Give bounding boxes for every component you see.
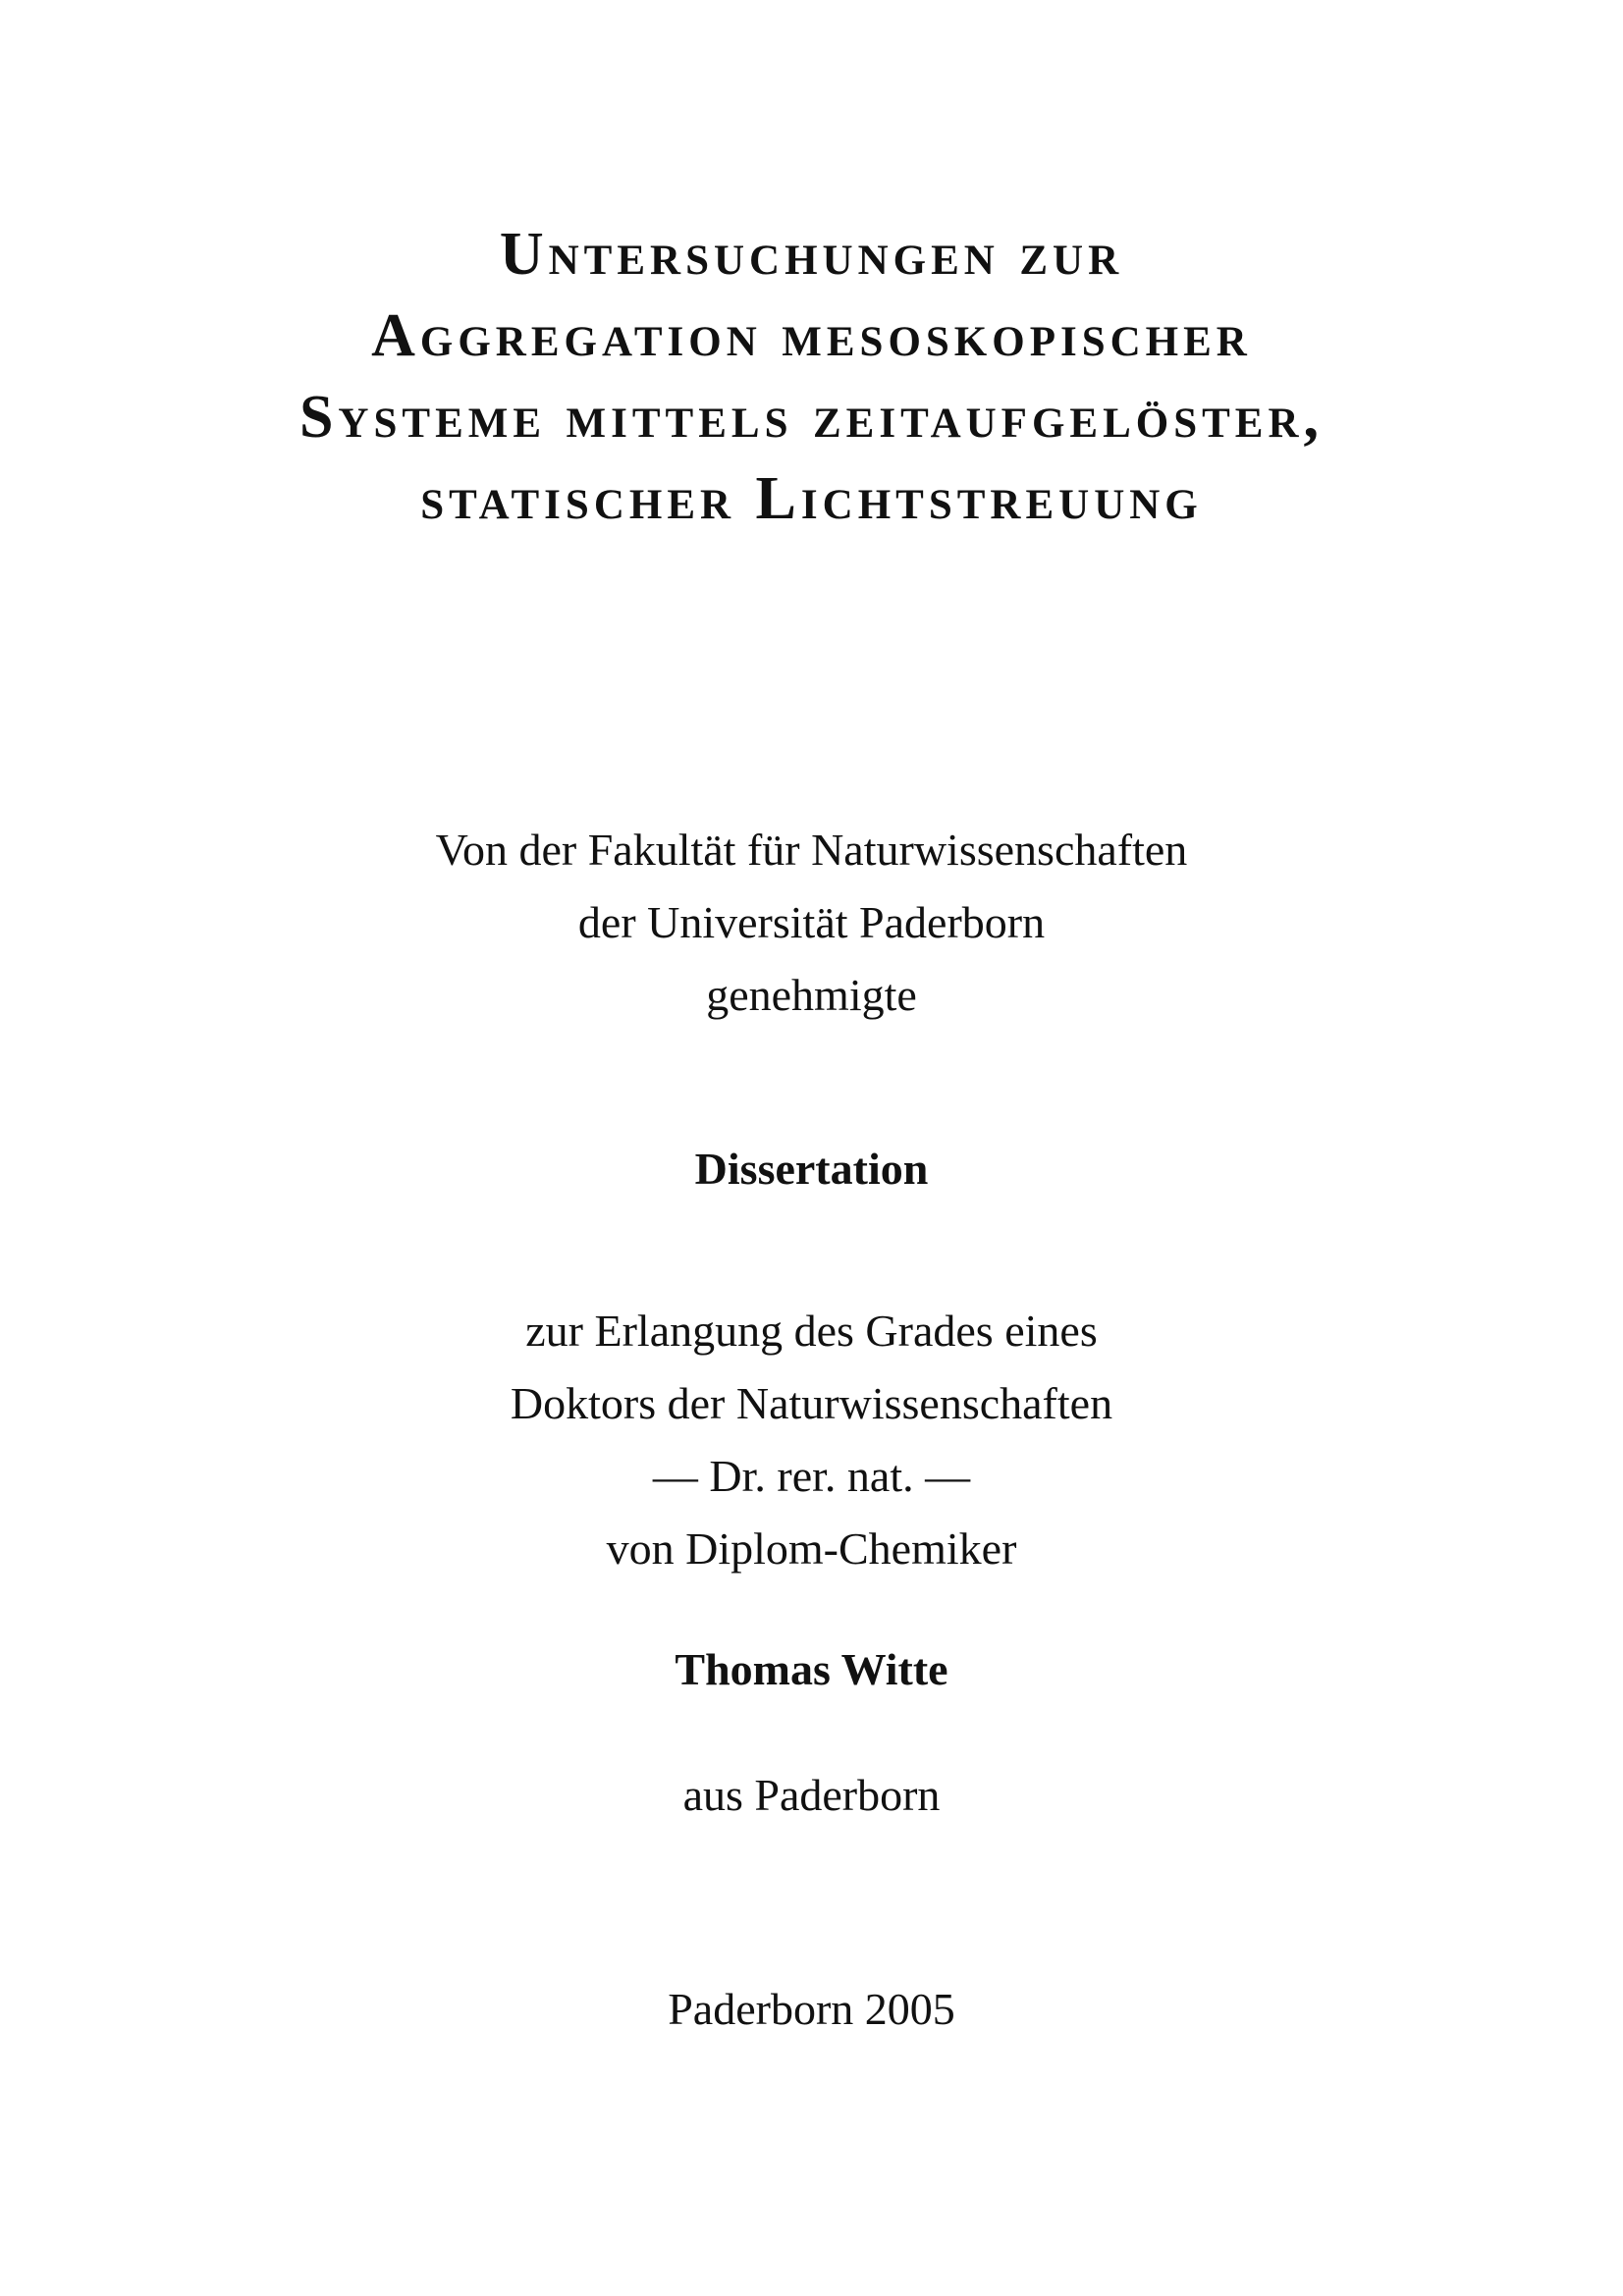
- degree-line: — Dr. rer. nat. —: [652, 1451, 971, 1501]
- thesis-title-line: Untersuchungen zur: [499, 221, 1124, 288]
- place-and-year: Paderborn 2005: [668, 1984, 955, 2034]
- thesis-title: [0, 214, 1623, 540]
- degree-line: zur Erlangung des Grades eines: [525, 1306, 1098, 1356]
- document-type: Dissertation: [694, 1144, 929, 1194]
- faculty-line: genehmigte: [706, 970, 917, 1020]
- degree-line: Doktors der Naturwissenschaften: [510, 1378, 1113, 1428]
- degree-statement: [0, 1295, 1623, 1585]
- thesis-title-line: statischer Lichtstreuung: [420, 465, 1203, 532]
- author-name: Thomas Witte: [675, 1644, 948, 1694]
- thesis-title-line: Systeme mittels zeitaufgelöster,: [298, 384, 1325, 451]
- thesis-title-line: Aggregation mesoskopischer: [371, 302, 1252, 369]
- faculty-line: Von der Fakultät für Naturwissenschaften: [435, 825, 1188, 875]
- author-origin: aus Paderborn: [682, 1770, 941, 1820]
- degree-line: von Diplom-Chemiker: [606, 1523, 1017, 1574]
- faculty-statement: [0, 814, 1623, 1032]
- faculty-line: der Universität Paderborn: [577, 897, 1046, 947]
